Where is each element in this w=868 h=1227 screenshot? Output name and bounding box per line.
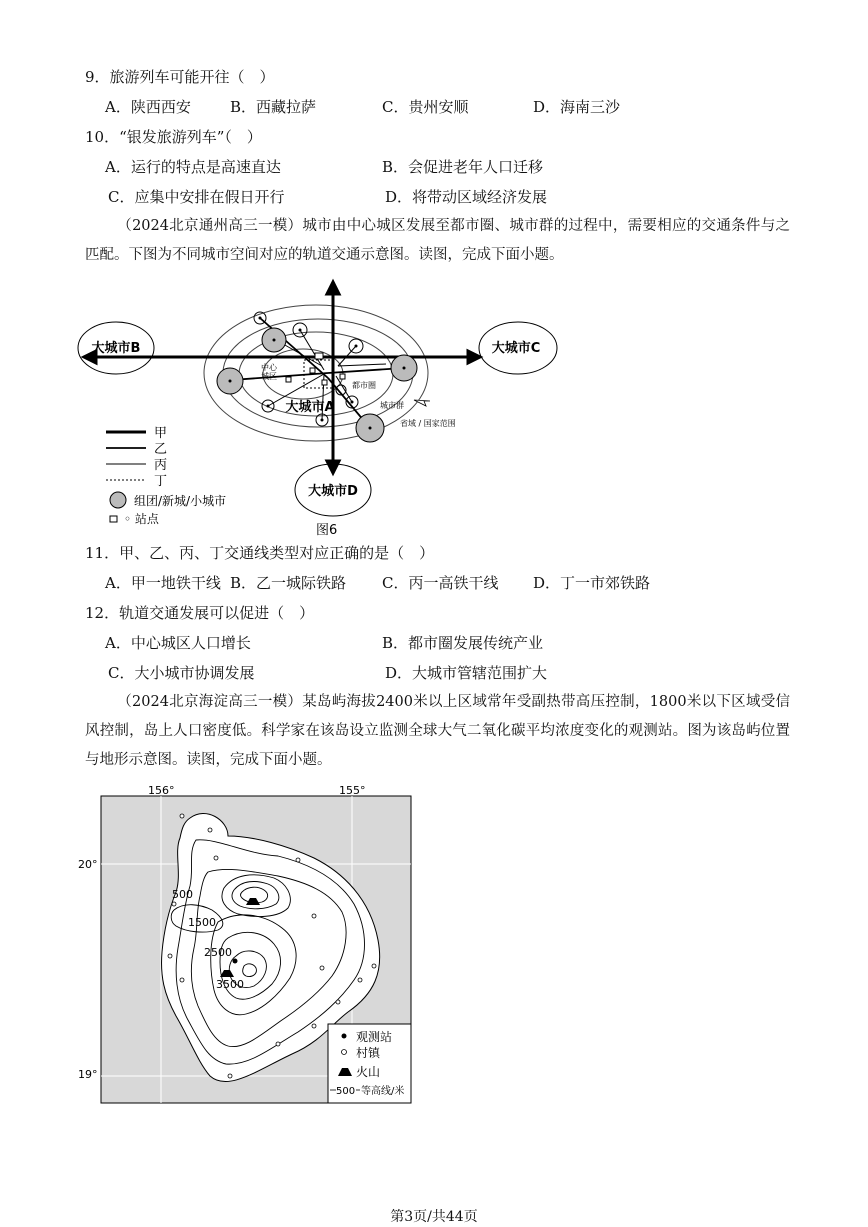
lat-20-label: 20° xyxy=(78,858,98,871)
q12-option-d: D．大城市管辖范围扩大 xyxy=(385,664,548,682)
legend-contour-value: 500 xyxy=(336,1086,356,1097)
lon-155-label: 155° xyxy=(339,784,366,797)
q9-stem: 9．旅游列车可能开往（ ） xyxy=(85,68,275,86)
passage-1 xyxy=(85,212,790,270)
city-d-label: 大城市D xyxy=(308,484,358,499)
legend-jia: 甲 xyxy=(154,426,168,441)
province-label: 省域 / 国家范围 xyxy=(400,419,456,428)
legend-bing: 丙 xyxy=(154,458,168,473)
contour-2500-label: 2500 xyxy=(204,946,232,959)
q11-option-d: D．丁一市郊铁路 xyxy=(533,574,651,592)
q12-option-a: A．中心城区人口增长 xyxy=(105,634,251,652)
metro-label: 都市圈 xyxy=(352,381,376,390)
legend-yi: 乙 xyxy=(154,442,168,457)
passage-2-text: （2024北京海淀高三一模）某岛屿海拔2400米以上区域常年受副热带高压控制，1800米以下区域受信风控制，岛上人口密度低。科学家在该岛设立监测全球大气二氧化碳平均浓度变化的观测站。图为该岛屿位置与地形示意图。读图，完成下面小题。 xyxy=(85,694,790,768)
cluster-label: 城市群 xyxy=(380,401,404,410)
q10-option-d: D．将带动区域经济发展 xyxy=(385,188,548,206)
legend-contour: 等高线/米 xyxy=(361,1086,405,1097)
q9-option-d: D．海南三沙 xyxy=(533,98,621,116)
legend-volcano: 火山 xyxy=(356,1065,381,1079)
rail-transit-figure xyxy=(78,278,568,538)
city-c-label: 大城市C xyxy=(491,341,541,356)
q11-option-b: B．乙一城际铁路 xyxy=(230,574,347,592)
q10-option-c: C．应集中安排在假日开行 xyxy=(108,188,285,206)
q10-stem: 10．“银发旅游列车”（ ） xyxy=(85,128,262,146)
observatory-dot-icon xyxy=(233,959,238,964)
q11-stem: 11．甲、乙、丙、丁交通线类型对应正确的是（ ） xyxy=(85,544,435,562)
q9-option-a: A．陕西西安 xyxy=(105,98,191,116)
city-b-label: 大城市B xyxy=(91,341,141,356)
contour-3500-label: 3500 xyxy=(216,978,244,991)
city-a-label: 大城市A xyxy=(285,400,335,415)
contour-1500-label: 1500 xyxy=(188,916,216,929)
q12-option-c: C．大小城市协调发展 xyxy=(108,664,255,682)
legend-ding: 丁 xyxy=(154,474,168,489)
q9-option-b: B．西藏拉萨 xyxy=(230,98,317,116)
q11-option-a: A．甲一地铁干线 xyxy=(105,574,221,592)
q12-stem: 12．轨道交通发展可以促进（ ） xyxy=(85,604,315,622)
legend-village: 村镇 xyxy=(356,1046,381,1060)
center-label: 中心 xyxy=(261,363,277,372)
legend-observatory: 观测站 xyxy=(356,1030,393,1044)
lon-156-label: 156° xyxy=(148,784,175,797)
q10-option-a: A．运行的特点是高速直达 xyxy=(105,158,281,176)
lat-19-label: 19° xyxy=(78,1068,98,1081)
legend-station: ◦ 站点 xyxy=(124,512,159,526)
contour-500-label: 500 xyxy=(172,888,193,901)
q9-option-c: C．贵州安顺 xyxy=(382,98,469,116)
q11-option-c: C．丙一高铁干线 xyxy=(382,574,499,592)
figure1-legend xyxy=(106,426,226,526)
legend-group-town: 组团/新城/小城市 xyxy=(134,494,227,508)
passage-1-text: （2024北京通州高三一模）城市由中心城区发展至都市圈、城市群的过程中，需要相应的交通条件与之匹配。下图为不同城市空间对应的轨道交通示意图。读图，完成下面小题。 xyxy=(85,218,790,263)
q12-option-b: B．都市圈发展传统产业 xyxy=(382,634,544,652)
island-topographic-map xyxy=(78,780,418,1106)
center-label-2: 城区 xyxy=(261,372,277,381)
passage-2 xyxy=(85,688,790,775)
q10-option-b: B．会促进老年人口迁移 xyxy=(382,158,544,176)
page-footer: 第3页/共44页 xyxy=(390,1209,478,1225)
figure1-caption-fragment: 图6 xyxy=(316,523,338,538)
